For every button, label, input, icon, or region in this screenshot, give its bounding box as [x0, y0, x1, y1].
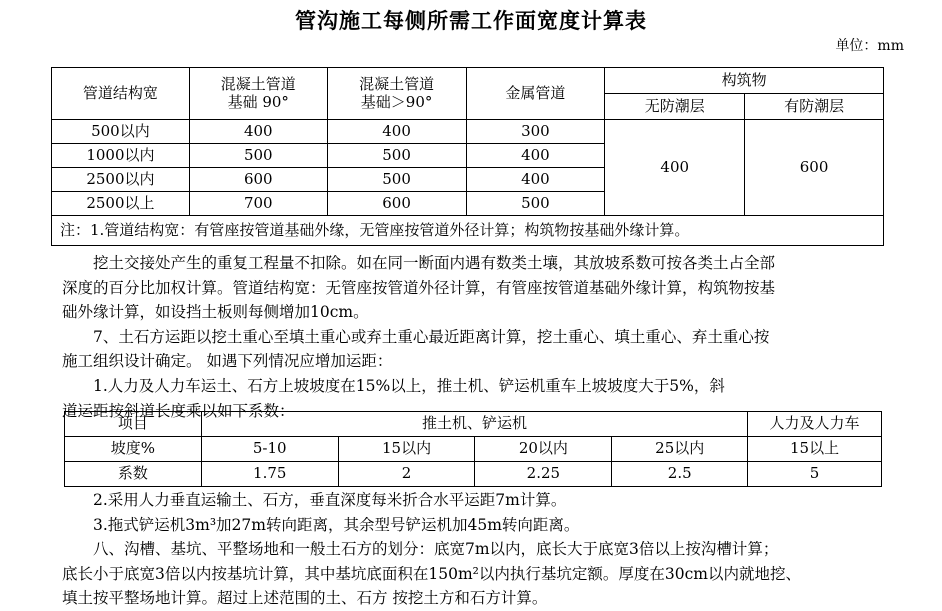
cell-building-moisture: 600	[745, 120, 884, 216]
cell-coef: 2	[338, 462, 475, 487]
table-row	[65, 437, 882, 462]
header-building: 构筑物	[605, 68, 884, 94]
header-struct-width: 管道结构宽	[52, 68, 190, 120]
cell-metal: 400	[466, 168, 605, 192]
cell-concrete-gt90: 400	[327, 120, 466, 144]
header-machine: 推土机、铲运机	[201, 412, 747, 437]
text-line: 3.拖式铲运机3m³加27m转向距离，其余型号铲运机加45m转向距离。	[62, 515, 580, 534]
header-item: 项目	[65, 412, 202, 437]
text-line: 1.人力及人力车运土、石方上坡坡度在15%以上，推土机、铲运机重车上坡坡度大于5%，斜	[62, 376, 725, 395]
cell-concrete-90: 500	[189, 144, 327, 168]
text-line: 填土按平整场地计算。超过上述范围的土、石方 按挖土方和石方计算。	[62, 589, 548, 608]
cell-slope: 15以内	[338, 437, 475, 462]
text-line: 底长小于底宽3倍以内按基坑计算，其中基坑底面积在150m²以内执行基坑定额。厚度在30cm以内就地挖、	[62, 564, 801, 583]
cell-coef: 5	[748, 462, 882, 487]
header-concrete-90	[189, 68, 327, 120]
row-label: 系数	[65, 462, 202, 487]
header-metal-pipe: 金属管道	[466, 68, 605, 120]
header-moisture: 有防潮层	[745, 94, 884, 120]
cell-coef: 2.5	[612, 462, 748, 487]
text-line: 道运距按斜道长度乘以如下系数：	[62, 401, 295, 420]
slope-coefficient-table	[64, 411, 882, 487]
header-concrete-gt90-line2: 基础＞90°	[360, 92, 433, 111]
unit-label: 单位：mm	[835, 38, 904, 54]
row-label: 2500以上	[52, 192, 190, 216]
page-title: 管沟施工每侧所需工作面宽度计算表	[295, 8, 647, 33]
cell-slope: 20以内	[475, 437, 612, 462]
header-concrete-gt90	[327, 68, 466, 120]
cell-concrete-90: 400	[189, 120, 327, 144]
header-concrete-90-line1: 混凝土管道	[220, 75, 296, 94]
cell-coef: 1.75	[201, 462, 338, 487]
row-label: 坡度%	[65, 437, 202, 462]
row-label: 1000以内	[52, 144, 190, 168]
cell-slope: 25以内	[612, 437, 748, 462]
table-row	[52, 120, 884, 144]
cell-concrete-90: 600	[189, 168, 327, 192]
text-line: 挖土交接处产生的重复工程量不扣除。如在同一断面内遇有数类土壤，其放坡系数可按各类土占全部	[93, 254, 776, 272]
row-label: 500以内	[52, 120, 190, 144]
header-no-moisture: 无防潮层	[605, 94, 745, 120]
header-concrete-gt90-line1: 混凝土管道	[359, 75, 435, 94]
cell-slope: 15以上	[748, 437, 882, 462]
work-width-table	[51, 67, 884, 246]
cell-concrete-gt90: 500	[327, 144, 466, 168]
cell-metal: 500	[466, 192, 605, 216]
header-manual: 人力及人力车	[748, 412, 882, 437]
row-label: 2500以内	[52, 168, 190, 192]
table-note: 注：1.管道结构宽：有管座按管道基础外缘，无管座按管道外径计算；构筑物按基础外缘计算。	[52, 216, 884, 246]
text-line: 7、土石方运距以挖土重心至填土重心或弃土重心最近距离计算，挖土重心、填土重心、弃土重心按	[62, 327, 770, 346]
table-row	[65, 462, 882, 487]
cell-concrete-gt90: 600	[327, 192, 466, 216]
cell-concrete-gt90: 500	[327, 168, 466, 192]
cell-coef: 2.25	[475, 462, 612, 487]
body-paragraph-2	[62, 488, 902, 611]
body-paragraph-1	[62, 251, 902, 423]
header-concrete-90-line2: 基础 90°	[227, 92, 289, 111]
text-line: 础外缘计算，如设挡土板则每侧增加10cm。	[62, 303, 369, 322]
text-line: 2.采用人力垂直运输土、石方，垂直深度每米折合水平运距7m计算。	[62, 491, 567, 509]
text-line: 深度的百分比加权计算。管道结构宽：无管座按管道外径计算，有管座按管道基础外缘计算，构筑物按基	[62, 278, 776, 297]
cell-metal: 400	[466, 144, 605, 168]
text-line: 八、沟槽、基坑、平整场地和一般土石方的划分：底宽7m以内，底长大于底宽3倍以上按沟槽计算；	[62, 540, 779, 559]
text-line: 施工组织设计确定。 如遇下列情况应增加运距：	[62, 352, 393, 371]
cell-building-no-moisture: 400	[605, 120, 745, 216]
cell-slope: 5-10	[201, 437, 338, 462]
cell-concrete-90: 700	[189, 192, 327, 216]
cell-metal: 300	[466, 120, 605, 144]
